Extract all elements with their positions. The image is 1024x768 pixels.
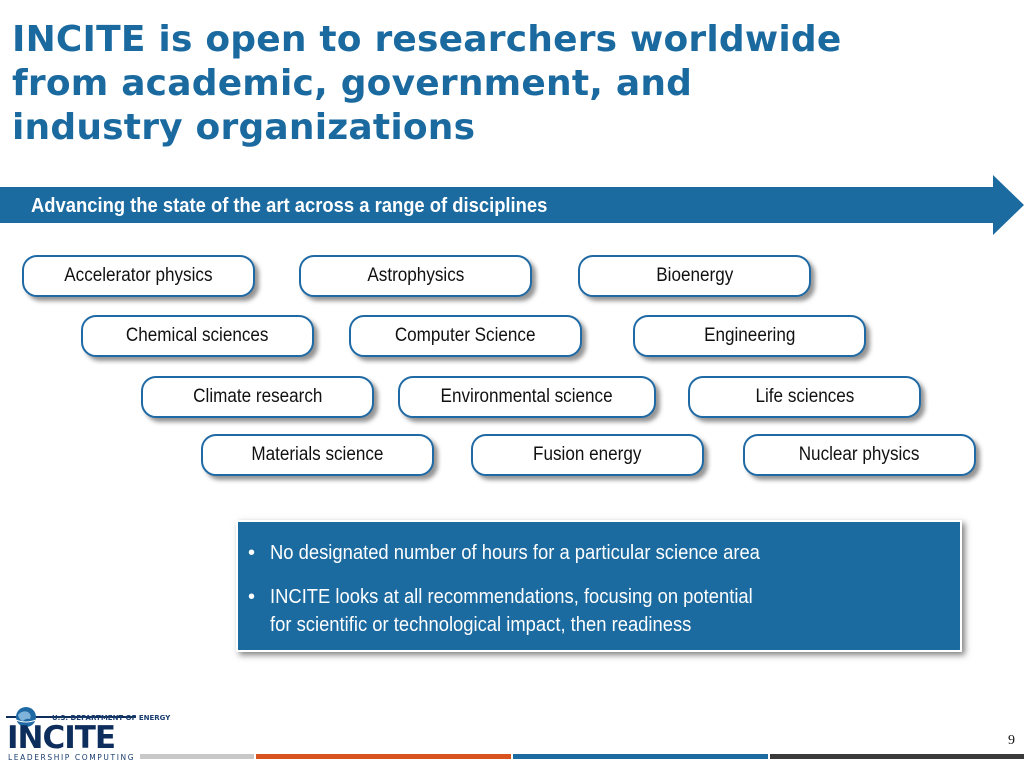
discipline-pill: Computer Science [349, 315, 582, 357]
bullet-text: No designated number of hours for a particular science area [270, 542, 760, 564]
discipline-pill: Accelerator physics [22, 255, 255, 297]
discipline-pill: Bioenergy [578, 255, 811, 297]
logo-wordmark: INCITE [7, 720, 116, 756]
footer-bar-dark [770, 754, 1024, 759]
discipline-pill: Astrophysics [299, 255, 532, 297]
discipline-pill: Engineering [633, 315, 866, 357]
bullet-text: INCITE looks at all recommendations, focusing on potential [270, 586, 753, 608]
logo-department: U.S. DEPARTMENT OF ENERGY [52, 714, 171, 722]
bullet-marker: • [248, 586, 256, 608]
slide-title [12, 18, 1012, 150]
discipline-pill: Fusion energy [471, 434, 704, 476]
bullet-marker: • [248, 542, 256, 564]
info-box [236, 520, 962, 652]
info-bullet [248, 539, 803, 567]
footer-bar-orange [256, 754, 511, 759]
discipline-pill: Materials science [201, 434, 434, 476]
footer-bar-blue [513, 754, 768, 759]
info-bullet [248, 583, 795, 639]
title-line: industry organizations [12, 107, 476, 148]
discipline-pill: Environmental science [398, 376, 656, 418]
banner-text: Advancing the state of the art across a range of disciplines [31, 195, 548, 217]
bullet-text: for scientific or technological impact, then readiness [270, 614, 692, 636]
logo-subtitle: LEADERSHIP COMPUTING [8, 753, 136, 762]
page-number: 9 [1008, 733, 1015, 748]
title-line: INCITE is open to researchers worldwide [12, 19, 842, 60]
discipline-pill: Life sciences [688, 376, 921, 418]
footer-bar-gray [140, 754, 254, 759]
title-line: from academic, government, and [12, 63, 693, 104]
discipline-pill: Climate research [141, 376, 374, 418]
discipline-pill: Chemical sciences [81, 315, 314, 357]
discipline-pill: Nuclear physics [743, 434, 976, 476]
